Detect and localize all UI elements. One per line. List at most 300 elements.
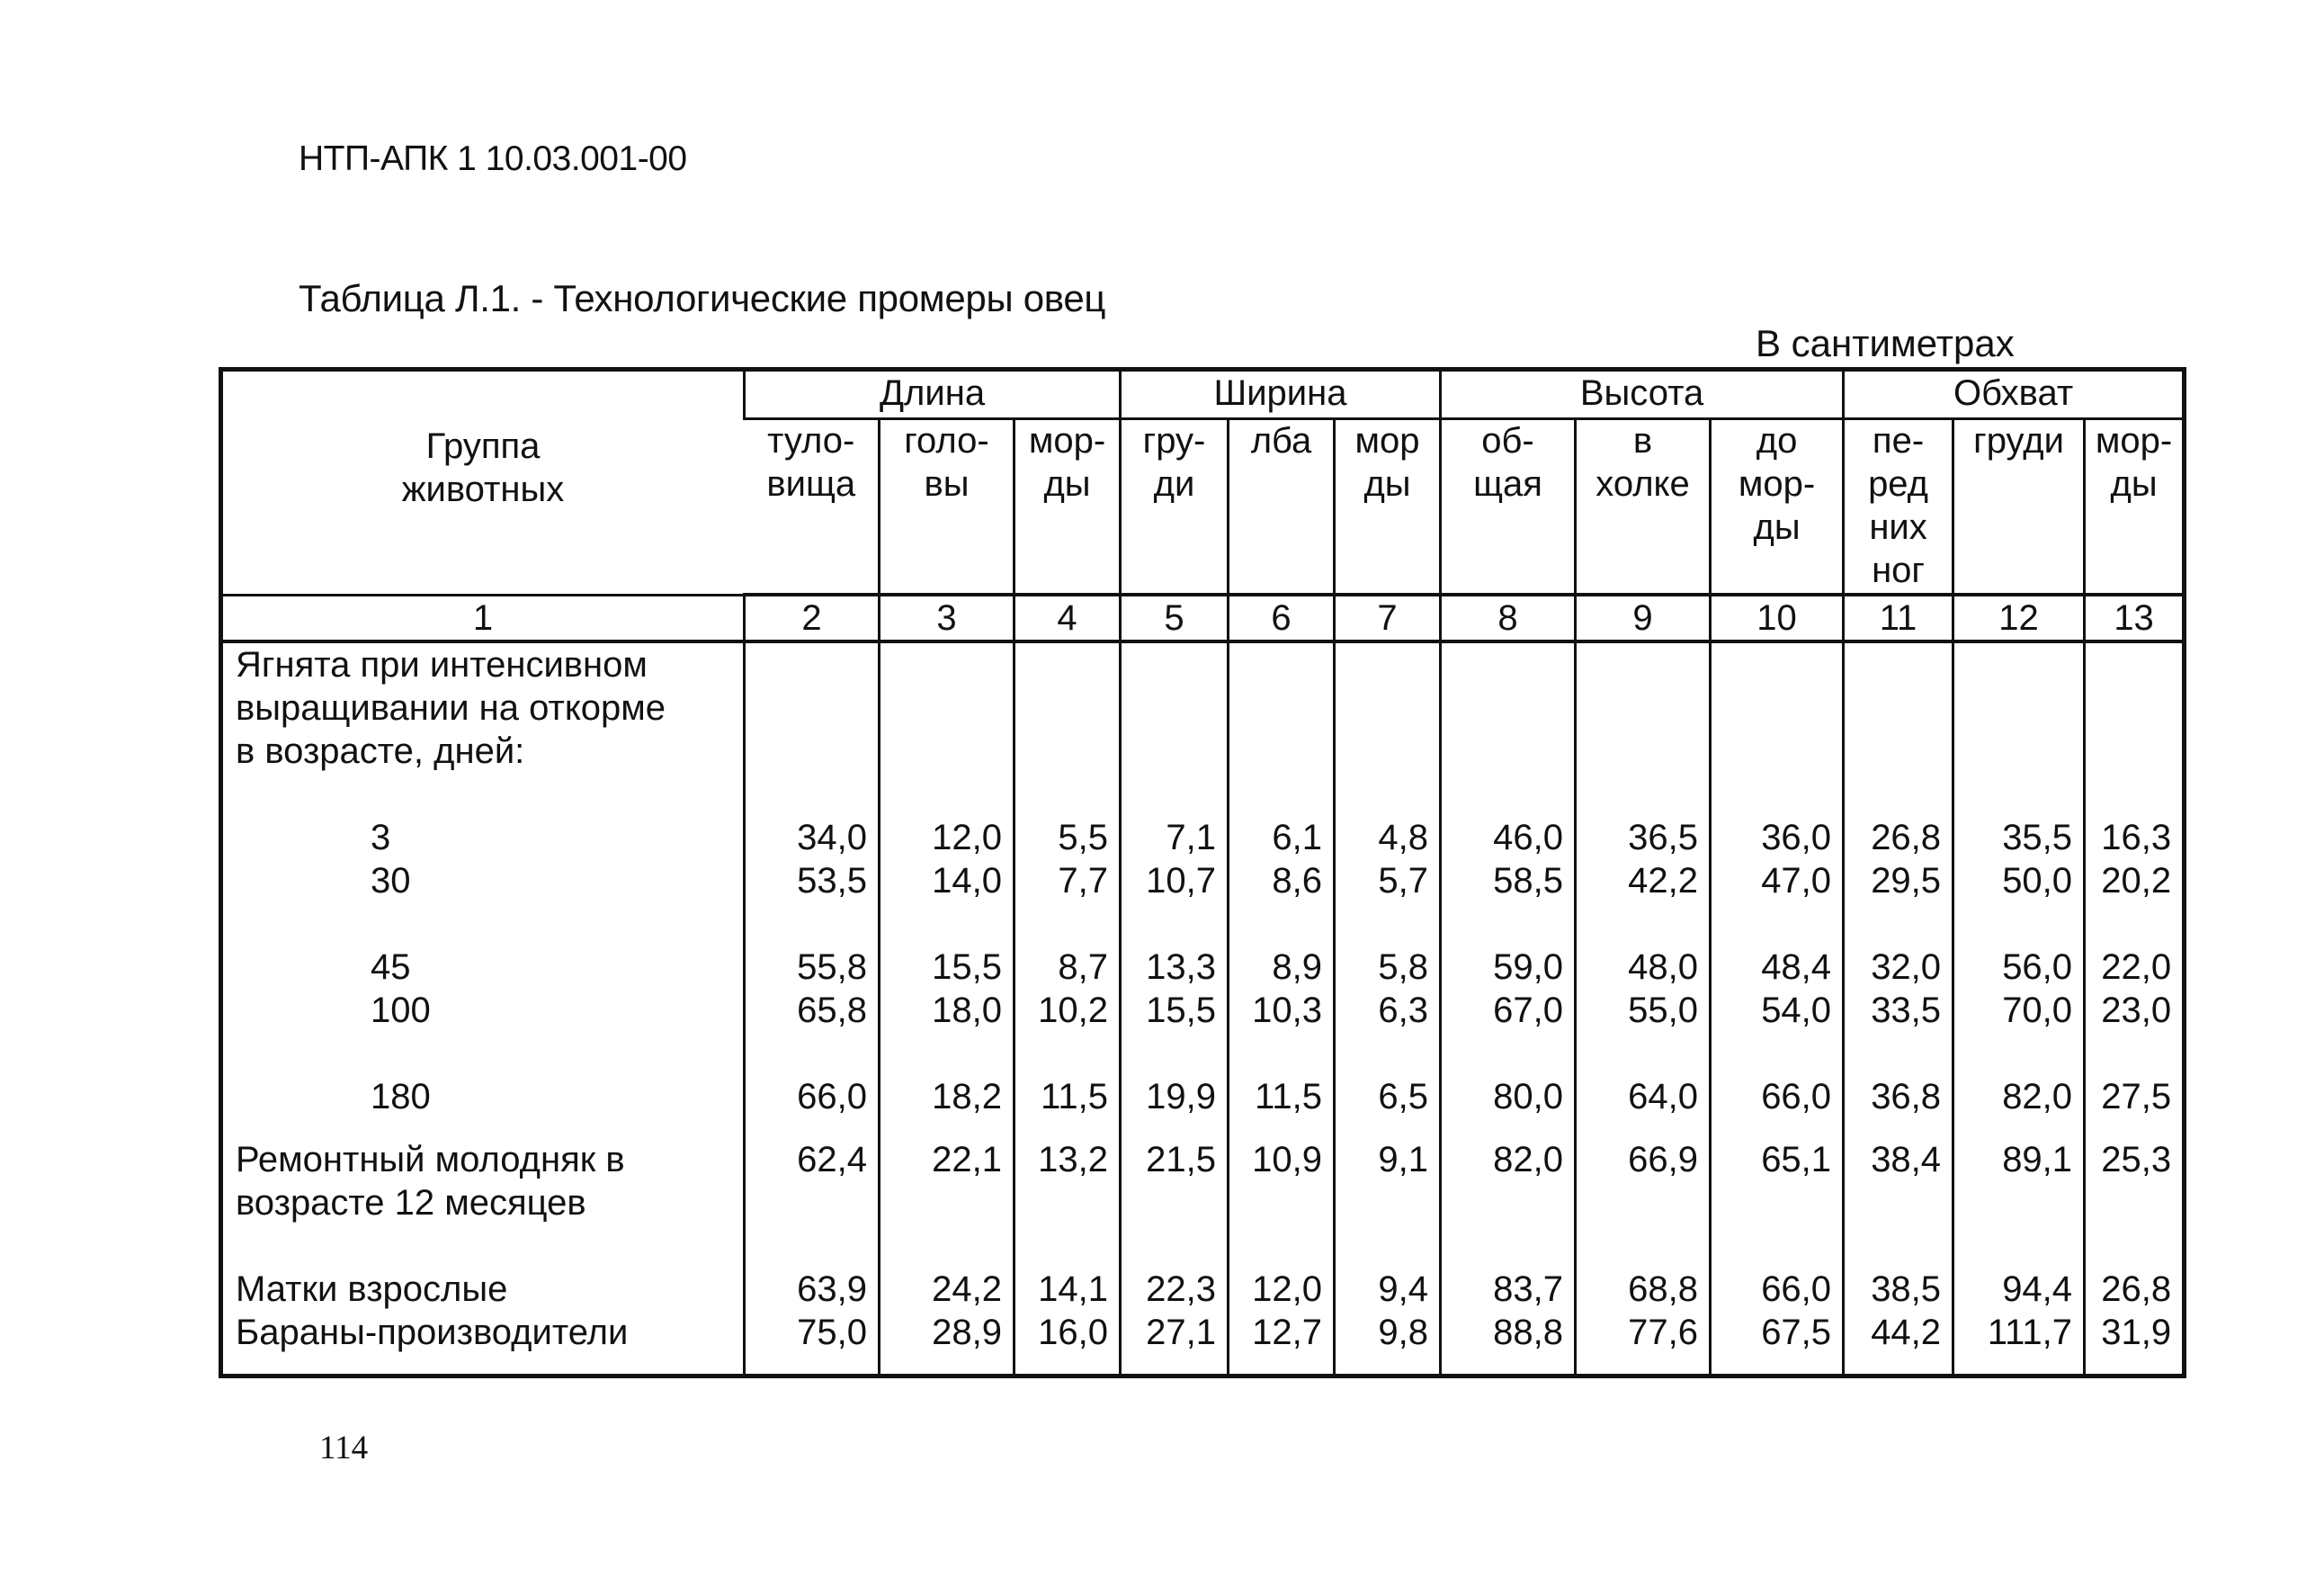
- subheader-text: ды: [2110, 464, 2158, 504]
- data-value: 15,5: [932, 947, 1002, 987]
- data-value: 67,0: [1493, 991, 1564, 1030]
- row-gap: [1712, 686, 1831, 730]
- data-value: 5,8: [1378, 947, 1429, 987]
- subheader-col-5: [1121, 419, 1229, 596]
- data-value: 15,5: [1146, 991, 1217, 1030]
- row-gap: [1015, 1032, 1108, 1075]
- row-gap: [880, 1118, 1002, 1138]
- column-number: 12: [1953, 595, 2085, 641]
- row-gap: [236, 1118, 743, 1138]
- row-gap: [1442, 902, 1563, 946]
- row-gap: [1229, 773, 1322, 816]
- data-value: 10,9: [1252, 1140, 1323, 1179]
- row-gap: [1336, 730, 1428, 773]
- subheader-text: мор-: [1028, 421, 1106, 461]
- data-value: 55,8: [797, 947, 867, 987]
- data-value: 65,8: [797, 991, 867, 1030]
- row-gap: [1336, 1032, 1428, 1075]
- table-caption: Таблица Л.1. - Технологические промеры овец: [299, 277, 1106, 319]
- data-value: 22,0: [2101, 947, 2172, 987]
- data-value: 10,3: [1252, 991, 1323, 1030]
- data-value: 8,9: [1272, 947, 1323, 987]
- row-gap: [1229, 1118, 1322, 1138]
- row-gap: [1954, 1181, 2072, 1224]
- data-col-9: [1576, 641, 1711, 1376]
- row-gap: [2086, 902, 2171, 946]
- row-gap: [1442, 1118, 1563, 1138]
- data-body-row: [221, 641, 2185, 1376]
- row-gap: [1229, 1181, 1322, 1224]
- data-value: 70,0: [2002, 991, 2073, 1030]
- remont-label-line: Ремонтный молодняк в: [236, 1140, 625, 1179]
- subheader-col-11: [1844, 419, 1953, 596]
- remont-label-line: возрасте 12 месяцев: [236, 1183, 586, 1223]
- row-gap: [1954, 643, 2072, 686]
- data-value: 26,8: [2101, 1269, 2172, 1309]
- row-gap: [880, 1181, 1002, 1224]
- data-value: 22,3: [1146, 1269, 1217, 1309]
- data-value: 13,2: [1038, 1140, 1109, 1179]
- subheader-text: об-: [1481, 421, 1534, 461]
- data-value: 23,0: [2101, 991, 2172, 1030]
- data-value: 47,0: [1761, 861, 1832, 901]
- row-gap: [746, 686, 867, 730]
- group-header-line: животных: [401, 470, 565, 509]
- data-value: 7,1: [1166, 818, 1217, 857]
- row-gap: [1122, 1181, 1216, 1224]
- subheader-text: них: [1869, 507, 1927, 547]
- row-gap: [1577, 1118, 1698, 1138]
- row-gap: [880, 1224, 1002, 1268]
- subheader-text: щая: [1473, 464, 1542, 504]
- row-gap: [1229, 730, 1322, 773]
- data-value: 89,1: [2002, 1140, 2073, 1179]
- data-value: 94,4: [2002, 1269, 2073, 1309]
- data-value: 18,2: [932, 1077, 1002, 1116]
- row-gap: [1577, 773, 1698, 816]
- data-col-5: [1121, 641, 1229, 1376]
- data-value: 77,6: [1628, 1313, 1699, 1352]
- row-gap: [1336, 1181, 1428, 1224]
- row-gap: [1954, 902, 2072, 946]
- lamb-label-line: Ягнята при интенсивном: [236, 645, 648, 685]
- data-value: 31,9: [2101, 1313, 2172, 1352]
- subheader-text: ди: [1153, 464, 1195, 504]
- subheader-text: голо-: [904, 421, 989, 461]
- column-number: 13: [2085, 595, 2185, 641]
- row-gap: [1336, 773, 1428, 816]
- row-gap: [1442, 1181, 1563, 1224]
- row-gap: [1442, 1224, 1563, 1268]
- group-girth: Обхват: [1844, 370, 2185, 419]
- data-value: 19,9: [1146, 1077, 1217, 1116]
- data-col-8: [1441, 641, 1576, 1376]
- row-gap: [1577, 686, 1698, 730]
- row-gap: [880, 643, 1002, 686]
- data-value: 36,8: [1871, 1077, 1942, 1116]
- row-gap: [1845, 686, 1941, 730]
- data-value: 32,0: [1871, 947, 1942, 987]
- subheader-text: туло-: [767, 421, 855, 461]
- data-value: 25,3: [2101, 1140, 2172, 1179]
- row-gap: [1577, 730, 1698, 773]
- row-gap: [1954, 1032, 2072, 1075]
- subheader-text: холке: [1596, 464, 1690, 504]
- row-gap: [1712, 730, 1831, 773]
- subheader-text: ред: [1868, 464, 1929, 504]
- data-value: 66,9: [1628, 1140, 1699, 1179]
- data-value: 16,0: [1038, 1313, 1109, 1352]
- data-col-6: [1229, 641, 1335, 1376]
- age-label: 30: [371, 861, 411, 901]
- data-value: 10,2: [1038, 991, 1109, 1030]
- data-value: 56,0: [2002, 947, 2073, 987]
- row-gap: [1229, 902, 1322, 946]
- data-value: 7,7: [1058, 861, 1109, 901]
- row-gap: [1336, 1224, 1428, 1268]
- data-value: 16,3: [2101, 818, 2172, 857]
- column-number: 10: [1711, 595, 1844, 641]
- row-gap: [746, 1118, 867, 1138]
- row-gap: [1577, 643, 1698, 686]
- row-gap: [1336, 643, 1428, 686]
- row-gap: [1845, 1181, 1941, 1224]
- subheader-col-9: [1576, 419, 1711, 596]
- row-gap: [746, 902, 867, 946]
- row-gap: [1015, 1118, 1108, 1138]
- row-gap: [1336, 686, 1428, 730]
- data-value: 48,4: [1761, 947, 1832, 987]
- row-gap: [1229, 643, 1322, 686]
- data-value: 27,5: [2101, 1077, 2172, 1116]
- data-value: 38,4: [1871, 1140, 1942, 1179]
- row-gap: [2086, 686, 2171, 730]
- row-gap: [1442, 686, 1563, 730]
- lamb-label-line: выращивании на откорме: [236, 688, 666, 728]
- data-value: 4,8: [1378, 818, 1429, 857]
- data-value: 5,7: [1378, 861, 1429, 901]
- data-value: 66,0: [1761, 1077, 1832, 1116]
- data-value: 9,4: [1378, 1269, 1429, 1309]
- row-gap: [1015, 1181, 1108, 1224]
- row-gap: [1712, 643, 1831, 686]
- row-gap: [236, 1224, 743, 1268]
- data-value: 26,8: [1871, 818, 1942, 857]
- row-gap: [1712, 902, 1831, 946]
- subheader-text: мор-: [1738, 464, 1816, 504]
- column-number: 8: [1441, 595, 1576, 641]
- row-gap: [1712, 1224, 1831, 1268]
- subheader-text: в: [1632, 421, 1653, 461]
- row-gap: [2086, 1181, 2171, 1224]
- subheader-text: гру-: [1142, 421, 1206, 461]
- row-gap: [1015, 1224, 1108, 1268]
- subheader-text: ды: [1043, 464, 1091, 504]
- data-value: 83,7: [1493, 1269, 1564, 1309]
- column-number: 1: [221, 595, 745, 641]
- row-gap: [2086, 1224, 2171, 1268]
- data-value: 64,0: [1628, 1077, 1699, 1116]
- row-gap: [1577, 902, 1698, 946]
- row-gap: [1577, 1032, 1698, 1075]
- row-gap: [1845, 1032, 1941, 1075]
- subheader-col-13: [2085, 419, 2185, 596]
- row-gap: [1577, 1181, 1698, 1224]
- row-gap: [2086, 1032, 2171, 1075]
- adult-label: Матки взрослые: [236, 1269, 508, 1309]
- data-value: 33,5: [1871, 991, 1942, 1030]
- row-gap: [1577, 1224, 1698, 1268]
- data-value: 66,0: [1761, 1269, 1832, 1309]
- data-value: 44,2: [1871, 1313, 1942, 1352]
- group-column-header: [221, 370, 745, 596]
- row-gap: [236, 902, 743, 946]
- data-col-13: [2085, 641, 2185, 1376]
- data-col-7: [1335, 641, 1441, 1376]
- data-value: 75,0: [797, 1313, 867, 1352]
- data-value: 34,0: [797, 818, 867, 857]
- data-value: 35,5: [2002, 818, 2073, 857]
- row-gap: [1954, 686, 2072, 730]
- row-gap: [2086, 730, 2171, 773]
- data-value: 59,0: [1493, 947, 1564, 987]
- age-label: 180: [371, 1077, 431, 1116]
- group-width: Ширина: [1121, 370, 1441, 419]
- data-value: 13,3: [1146, 947, 1217, 987]
- data-value: 28,9: [932, 1313, 1002, 1352]
- row-gap: [746, 1032, 867, 1075]
- row-gap: [1845, 1224, 1941, 1268]
- row-gap: [1229, 1032, 1322, 1075]
- row-gap: [1712, 1181, 1831, 1224]
- data-value: 10,7: [1146, 861, 1217, 901]
- subheader-text: пе-: [1872, 421, 1925, 461]
- column-number: 5: [1121, 595, 1229, 641]
- row-gap: [1712, 1118, 1831, 1138]
- data-value: 111,7: [1987, 1313, 2073, 1352]
- subheader-text: лба: [1250, 421, 1312, 461]
- data-value: 55,0: [1628, 991, 1699, 1030]
- group-header-line: Группа: [425, 426, 541, 466]
- data-value: 20,2: [2101, 861, 2172, 901]
- row-gap: [1122, 773, 1216, 816]
- row-gap: [1442, 643, 1563, 686]
- subheader-col-4: [1015, 419, 1121, 596]
- row-gap: [1845, 730, 1941, 773]
- data-value: 54,0: [1761, 991, 1832, 1030]
- data-value: 88,8: [1493, 1313, 1564, 1352]
- column-number: 11: [1844, 595, 1953, 641]
- subheader-col-2: [745, 419, 880, 596]
- data-value: 24,2: [932, 1269, 1002, 1309]
- row-gap: [1336, 902, 1428, 946]
- row-gap: [1954, 730, 2072, 773]
- data-value: 12,0: [932, 818, 1002, 857]
- row-gap: [880, 730, 1002, 773]
- row-gap: [2086, 773, 2171, 816]
- data-col-3: [880, 641, 1015, 1376]
- data-col-4: [1015, 641, 1121, 1376]
- data-value: 8,6: [1272, 861, 1323, 901]
- row-gap: [1442, 773, 1563, 816]
- row-gap: [1122, 1032, 1216, 1075]
- column-number: 4: [1015, 595, 1121, 641]
- row-gap: [2086, 1118, 2171, 1138]
- row-gap: [1845, 1118, 1941, 1138]
- subheader-col-10: [1711, 419, 1844, 596]
- row-gap: [1954, 1118, 2072, 1138]
- subheader-text: ног: [1872, 551, 1926, 590]
- subheader-text: вища: [766, 464, 856, 504]
- data-value: 6,1: [1272, 818, 1323, 857]
- sheep-measurements-table: [219, 367, 2186, 1378]
- row-gap: [880, 773, 1002, 816]
- data-value: 14,0: [932, 861, 1002, 901]
- row-gap: [1845, 773, 1941, 816]
- data-value: 38,5: [1871, 1269, 1942, 1309]
- subheader-text: мор: [1354, 421, 1420, 461]
- data-value: 5,5: [1058, 818, 1109, 857]
- row-gap: [1954, 1224, 2072, 1268]
- row-gap: [1122, 902, 1216, 946]
- column-number: 6: [1229, 595, 1335, 641]
- row-gap: [1015, 730, 1108, 773]
- data-value: 58,5: [1493, 861, 1564, 901]
- row-gap: [746, 1181, 867, 1224]
- subheader-col-6: [1229, 419, 1335, 596]
- data-value: 14,1: [1038, 1269, 1109, 1309]
- row-gap: [1845, 902, 1941, 946]
- column-number: 7: [1335, 595, 1441, 641]
- column-number: 3: [880, 595, 1015, 641]
- document-code: НТП-АПК 1 10.03.001-00: [299, 139, 687, 178]
- row-gap: [746, 773, 867, 816]
- row-gap: [1015, 773, 1108, 816]
- data-value: 21,5: [1146, 1140, 1217, 1179]
- subheader-col-12: [1953, 419, 2085, 596]
- data-value: 29,5: [1871, 861, 1942, 901]
- data-value: 11,5: [1041, 1077, 1109, 1116]
- subheader-text: до: [1756, 421, 1798, 461]
- row-gap: [1015, 902, 1108, 946]
- data-col-12: [1953, 641, 2085, 1376]
- data-value: 65,1: [1761, 1140, 1832, 1179]
- data-value: 22,1: [932, 1140, 1002, 1179]
- row-gap: [236, 1032, 743, 1075]
- subheader-col-8: [1441, 419, 1576, 596]
- data-value: 50,0: [2002, 861, 2073, 901]
- row-gap: [1122, 686, 1216, 730]
- row-gap: [1712, 1032, 1831, 1075]
- data-value: 8,7: [1058, 947, 1109, 987]
- subheader-col-7: [1335, 419, 1441, 596]
- subheader-text: мор-: [2095, 421, 2173, 461]
- row-gap: [746, 730, 867, 773]
- subheader-text: ды: [1753, 507, 1801, 547]
- data-value: 63,9: [797, 1269, 867, 1309]
- subheader-text: ды: [1363, 464, 1411, 504]
- row-gap: [1015, 686, 1108, 730]
- row-gap: [1122, 730, 1216, 773]
- age-label: 100: [371, 991, 431, 1030]
- data-value: 42,2: [1628, 861, 1699, 901]
- data-value: 9,8: [1378, 1313, 1429, 1352]
- data-value: 36,5: [1628, 818, 1699, 857]
- data-value: 80,0: [1493, 1077, 1564, 1116]
- row-gap: [236, 773, 743, 816]
- data-value: 68,8: [1628, 1269, 1699, 1309]
- data-value: 12,7: [1252, 1313, 1323, 1352]
- data-col-2: [745, 641, 880, 1376]
- row-gap: [1229, 1224, 1322, 1268]
- row-gap: [1442, 1032, 1563, 1075]
- units-note: В сантиметрах: [1756, 322, 2015, 364]
- row-gap: [2086, 643, 2171, 686]
- data-value: 27,1: [1146, 1313, 1217, 1352]
- row-gap: [1015, 643, 1108, 686]
- data-value: 53,5: [797, 861, 867, 901]
- data-value: 66,0: [797, 1077, 867, 1116]
- row-gap: [880, 1032, 1002, 1075]
- column-number: 2: [745, 595, 880, 641]
- data-value: 82,0: [2002, 1077, 2073, 1116]
- age-label: 45: [371, 947, 411, 987]
- subheader-col-3: [880, 419, 1015, 596]
- data-value: 12,0: [1252, 1269, 1323, 1309]
- data-col-10: [1711, 641, 1844, 1376]
- adult-label: Бараны-производители: [236, 1313, 629, 1352]
- column-number: 9: [1576, 595, 1711, 641]
- row-gap: [1845, 643, 1941, 686]
- data-value: 62,4: [797, 1140, 867, 1179]
- data-value: 6,3: [1378, 991, 1429, 1030]
- data-value: 67,5: [1761, 1313, 1832, 1352]
- data-value: 6,5: [1378, 1077, 1429, 1116]
- row-gap: [1122, 1224, 1216, 1268]
- data-value: 11,5: [1255, 1077, 1323, 1116]
- row-gap: [1712, 773, 1831, 816]
- data-col-11: [1844, 641, 1953, 1376]
- group-length: Длина: [745, 370, 1121, 419]
- row-gap: [746, 1224, 867, 1268]
- data-value: 36,0: [1761, 818, 1832, 857]
- row-gap: [880, 686, 1002, 730]
- age-label: 3: [371, 818, 391, 857]
- data-value: 9,1: [1378, 1140, 1429, 1179]
- data-value: 46,0: [1493, 818, 1564, 857]
- row-gap: [1229, 686, 1322, 730]
- column-number-row: [221, 595, 2185, 641]
- subheader-text: груди: [1973, 421, 2064, 461]
- row-gap: [236, 1354, 743, 1374]
- row-gap: [746, 643, 867, 686]
- group-header-row: [221, 370, 2185, 419]
- data-value: 18,0: [932, 991, 1002, 1030]
- data-value: 82,0: [1493, 1140, 1564, 1179]
- lamb-label-line: в возрасте, дней:: [236, 731, 525, 771]
- data-value: 48,0: [1628, 947, 1699, 987]
- group-labels: [221, 641, 745, 1376]
- group-height: Высота: [1441, 370, 1844, 419]
- row-gap: [1122, 643, 1216, 686]
- row-gap: [1122, 1118, 1216, 1138]
- page-number: 114: [319, 1430, 369, 1466]
- row-gap: [1442, 730, 1563, 773]
- row-gap: [1336, 1118, 1428, 1138]
- row-gap: [880, 902, 1002, 946]
- subheader-text: вы: [924, 464, 970, 504]
- row-gap: [1954, 773, 2072, 816]
